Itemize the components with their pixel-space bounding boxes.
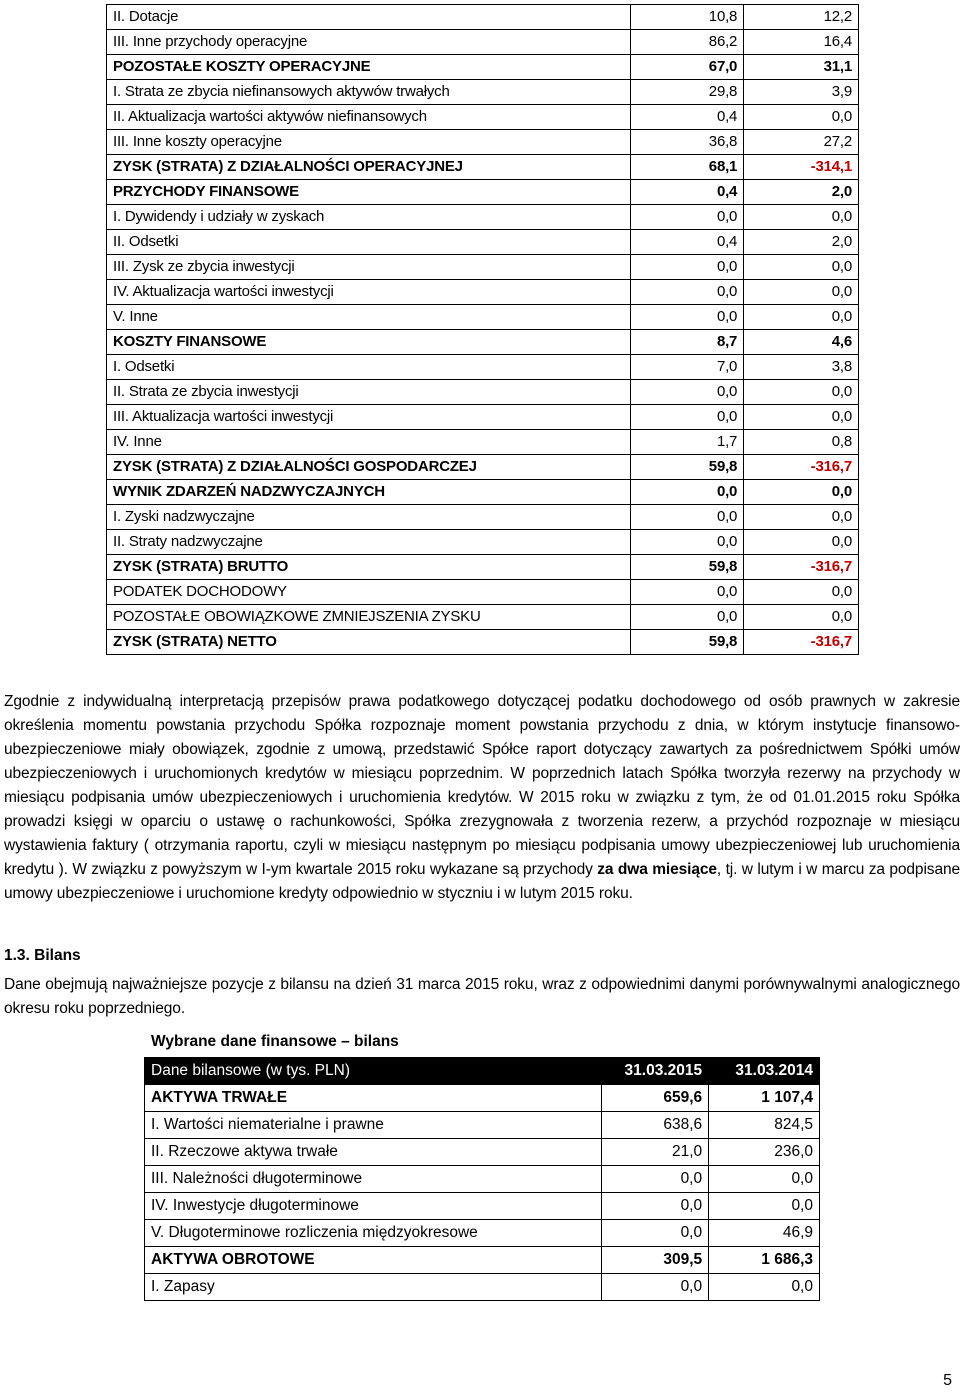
row-label: II. Odsetki [107, 230, 631, 255]
row-label: PODATEK DOCHODOWY [107, 580, 631, 605]
row-value-current: 0,0 [631, 255, 744, 280]
row-value-previous: 0,0 [744, 305, 859, 330]
table-row [107, 30, 859, 55]
table-row [145, 1274, 820, 1301]
row-value-previous: 4,6 [744, 330, 859, 355]
income-statement-body [107, 5, 859, 655]
table-row [145, 1166, 820, 1193]
row-label: ZYSK (STRATA) NETTO [107, 630, 631, 655]
table-row [107, 480, 859, 505]
row-value-current: 0,4 [631, 105, 744, 130]
table-row [107, 5, 859, 30]
row-value-previous: 0,0 [744, 580, 859, 605]
row-value-current: 8,7 [631, 330, 744, 355]
row-value-2014: 0,0 [709, 1193, 820, 1220]
row-value-current: 0,4 [631, 230, 744, 255]
row-label: III. Należności długoterminowe [145, 1166, 602, 1193]
row-value-previous: 0,0 [744, 205, 859, 230]
row-value-2014: 0,0 [709, 1274, 820, 1301]
section-paragraph: Dane obejmują najważniejsze pozycje z bilansu na dzień 31 marca 2015 roku, wraz z odpowiednimi danymi porównywalnymi analogicznego okresu roku poprzedniego. [4, 976, 960, 1017]
row-label: III. Inne przychody operacyjne [107, 30, 631, 55]
table-row [107, 405, 859, 430]
table-row [145, 1247, 820, 1274]
row-label: POZOSTAŁE KOSZTY OPERACYJNE [107, 55, 631, 80]
table-row [107, 305, 859, 330]
row-label: II. Aktualizacja wartości aktywów niefinansowych [107, 105, 631, 130]
row-value-2014: 1 107,4 [709, 1085, 820, 1112]
row-value-2015: 0,0 [602, 1166, 709, 1193]
table-row [107, 205, 859, 230]
row-label: III. Inne koszty operacyjne [107, 130, 631, 155]
table-row [107, 630, 859, 655]
row-label: ZYSK (STRATA) Z DZIAŁALNOŚCI GOSPODARCZEJ [107, 455, 631, 480]
table-row [145, 1112, 820, 1139]
header-label: Dane bilansowe (w tys. PLN) [145, 1058, 602, 1085]
row-label: I. Dywidendy i udziały w zyskach [107, 205, 631, 230]
row-value-previous: 0,0 [744, 405, 859, 430]
section-heading: 1.3. Bilans [4, 947, 81, 964]
row-value-previous: 0,0 [744, 280, 859, 305]
table-row [107, 330, 859, 355]
row-value-2014: 236,0 [709, 1139, 820, 1166]
row-label: I. Zapasy [145, 1274, 602, 1301]
balance-table-body [145, 1058, 820, 1301]
row-label: POZOSTAŁE OBOWIĄZKOWE ZMNIEJSZENIA ZYSKU [107, 605, 631, 630]
row-value-2015: 0,0 [602, 1193, 709, 1220]
row-value-2015: 659,6 [602, 1085, 709, 1112]
row-label: V. Długoterminowe rozliczenia międzyokresowe [145, 1220, 602, 1247]
row-label: II. Rzeczowe aktywa trwałe [145, 1139, 602, 1166]
row-value-current: 10,8 [631, 5, 744, 30]
row-label: III. Zysk ze zbycia inwestycji [107, 255, 631, 280]
row-value-current: 0,0 [631, 505, 744, 530]
row-value-previous: 16,4 [744, 30, 859, 55]
row-value-2015: 21,0 [602, 1139, 709, 1166]
table-row [107, 555, 859, 580]
balance-table [144, 1057, 820, 1301]
row-value-previous: 3,8 [744, 355, 859, 380]
row-label: ZYSK (STRATA) BRUTTO [107, 555, 631, 580]
row-value-current: 59,8 [631, 455, 744, 480]
row-label: AKTYWA OBROTOWE [145, 1247, 602, 1274]
page-number: 5 [943, 1372, 952, 1389]
balance-table-caption: Wybrane dane finansowe – bilans [151, 1033, 399, 1050]
row-label: ZYSK (STRATA) Z DZIAŁALNOŚCI OPERACYJNEJ [107, 155, 631, 180]
row-value-current: 86,2 [631, 30, 744, 55]
row-value-previous: 0,0 [744, 380, 859, 405]
header-col-2015: 31.03.2015 [602, 1058, 709, 1085]
row-label: II. Straty nadzwyczajne [107, 530, 631, 555]
row-value-previous: 0,0 [744, 505, 859, 530]
row-value-current: 0,0 [631, 530, 744, 555]
revenue-recognition-paragraph [4, 690, 960, 906]
row-value-previous: 31,1 [744, 55, 859, 80]
table-row [107, 255, 859, 280]
row-value-current: 68,1 [631, 155, 744, 180]
table-row [107, 130, 859, 155]
table-row [107, 530, 859, 555]
row-value-2015: 638,6 [602, 1112, 709, 1139]
row-value-previous: -316,7 [744, 630, 859, 655]
table-row [145, 1220, 820, 1247]
row-value-previous: 0,0 [744, 605, 859, 630]
row-value-previous: 0,8 [744, 430, 859, 455]
balance-table-header [145, 1058, 820, 1085]
row-value-2014: 824,5 [709, 1112, 820, 1139]
table-row [145, 1085, 820, 1112]
row-value-previous: 0,0 [744, 480, 859, 505]
row-value-current: 0,0 [631, 480, 744, 505]
row-label: I. Odsetki [107, 355, 631, 380]
row-value-previous: -316,7 [744, 555, 859, 580]
paragraph-text-before: Zgodnie z indywidualną interpretacją przepisów prawa podatkowego dotyczącej podatku dochodowego od osób prawnych w zakresie określenia momentu powstania przychodu Spółka rozpoznaje moment powstania przychodu z dnia, w którym instytucje finansowo-ubezpieczeniowe miały obowiązek, zgodnie z umową, przedstawić Spółce raport dotyczący zawartych za pośrednictwem Spółki umów ubezpieczeniowych i uruchomionych kredytów w miesiącu poprzednim. W poprzednich latach Spółka tworzyła rezerwy na przychody w miesiącu podpisania umów ubezpieczeniowych i uruchomienia kredytów. W 2015 roku w związku z tym, że od 01.01.2015 roku Spółka prowadzi księgi w oparciu o ustawę o rachunkowości, Spółka zrezygnowała z tworzenia rezerw, a przychód rozpoznaje w miesiącu wystawienia faktury ( otrzymania raportu, czyli w miesiącu następnym po miesiącu podpisania umowy ubezpieczeniowej lub uruchomienia kredytu ). W związku z powyższym w I-ym kwartale 2015 roku wykazane są przychody [4, 693, 960, 878]
row-value-previous: 2,0 [744, 230, 859, 255]
paragraph-text-after: , tj. w lutym i w marcu za podpisane umowy ubezpieczeniowe i uruchomione kredyty odpowiednio w styczniu i w lutym 2015 roku. [4, 861, 960, 902]
row-value-2015: 0,0 [602, 1274, 709, 1301]
row-value-current: 0,0 [631, 305, 744, 330]
row-value-2015: 309,5 [602, 1247, 709, 1274]
row-value-current: 0,0 [631, 605, 744, 630]
table-row [145, 1139, 820, 1166]
row-label: WYNIK ZDARZEŃ NADZWYCZAJNYCH [107, 480, 631, 505]
table-row [107, 155, 859, 180]
row-value-previous: 0,0 [744, 530, 859, 555]
table-row [107, 55, 859, 80]
row-value-previous: 0,0 [744, 255, 859, 280]
row-label: II. Strata ze zbycia inwestycji [107, 380, 631, 405]
paragraph-bold-text: za dwa miesiące [597, 861, 717, 878]
table-row [107, 80, 859, 105]
row-label: I. Strata ze zbycia niefinansowych aktywów trwałych [107, 80, 631, 105]
row-value-current: 0,0 [631, 205, 744, 230]
table-row [107, 355, 859, 380]
header-col-2014: 31.03.2014 [709, 1058, 820, 1085]
row-label: AKTYWA TRWAŁE [145, 1085, 602, 1112]
row-value-2014: 1 686,3 [709, 1247, 820, 1274]
row-value-current: 7,0 [631, 355, 744, 380]
row-value-current: 1,7 [631, 430, 744, 455]
row-label: KOSZTY FINANSOWE [107, 330, 631, 355]
table-row [107, 580, 859, 605]
row-value-previous: 2,0 [744, 180, 859, 205]
table-row [107, 505, 859, 530]
row-value-current: 0,0 [631, 380, 744, 405]
table-row [107, 430, 859, 455]
table-row [145, 1193, 820, 1220]
row-value-current: 0,0 [631, 405, 744, 430]
row-value-previous: 12,2 [744, 5, 859, 30]
row-label: I. Wartości niematerialne i prawne [145, 1112, 602, 1139]
row-label: I. Zyski nadzwyczajne [107, 505, 631, 530]
row-value-previous: 0,0 [744, 105, 859, 130]
row-value-current: 29,8 [631, 80, 744, 105]
table-row [107, 455, 859, 480]
row-value-2015: 0,0 [602, 1220, 709, 1247]
row-value-previous: -314,1 [744, 155, 859, 180]
row-label: IV. Aktualizacja wartości inwestycji [107, 280, 631, 305]
table-row [107, 380, 859, 405]
table-row [107, 105, 859, 130]
table-row [107, 180, 859, 205]
row-label: IV. Inne [107, 430, 631, 455]
row-value-previous: 27,2 [744, 130, 859, 155]
row-value-2014: 46,9 [709, 1220, 820, 1247]
row-label: IV. Inwestycje długoterminowe [145, 1193, 602, 1220]
row-label: V. Inne [107, 305, 631, 330]
row-value-current: 59,8 [631, 630, 744, 655]
row-value-current: 0,4 [631, 180, 744, 205]
row-value-previous: -316,7 [744, 455, 859, 480]
row-value-current: 0,0 [631, 580, 744, 605]
row-value-current: 0,0 [631, 280, 744, 305]
row-value-2014: 0,0 [709, 1166, 820, 1193]
row-label: II. Dotacje [107, 5, 631, 30]
row-label: III. Aktualizacja wartości inwestycji [107, 405, 631, 430]
row-label: PRZYCHODY FINANSOWE [107, 180, 631, 205]
table-row [107, 605, 859, 630]
row-value-current: 59,8 [631, 555, 744, 580]
row-value-current: 36,8 [631, 130, 744, 155]
income-statement-table [106, 4, 859, 655]
table-row [107, 280, 859, 305]
row-value-previous: 3,9 [744, 80, 859, 105]
row-value-current: 67,0 [631, 55, 744, 80]
table-row [107, 230, 859, 255]
